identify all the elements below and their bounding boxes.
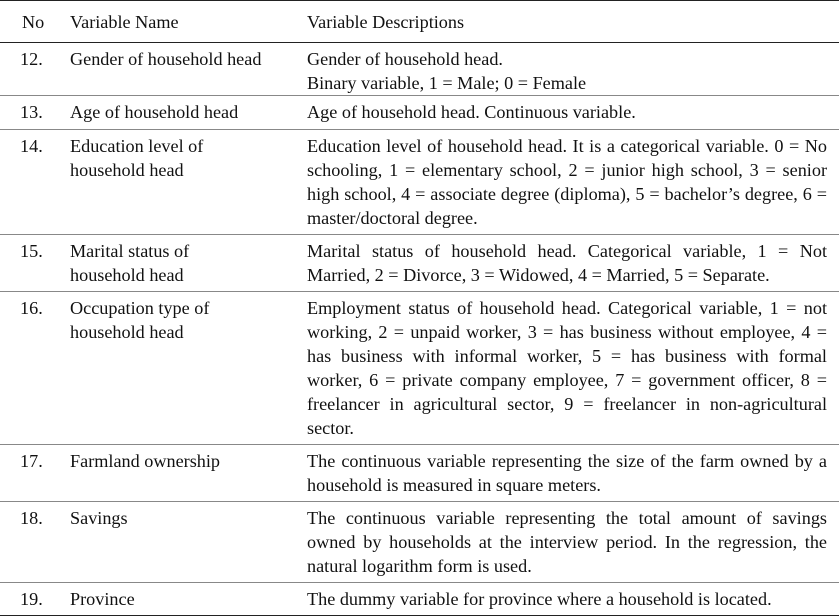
variable-description [299, 445, 839, 502]
table-row [0, 583, 839, 616]
variable-name-line: Farmland ownership [70, 451, 221, 471]
row-number: 17. [0, 445, 62, 502]
variable-name [62, 235, 299, 292]
variable-name [62, 292, 299, 445]
variable-description-line: Education level of household head. It is a categorical variable. 0 = No schooling, 1 = elementary school, 2 = junior high school, 3 = senior high school, 4 = associate degree (diploma), 5 = bachelor’s degree, 6 = master/doctoral degree. [307, 136, 827, 228]
header-variable-descriptions: Variable Descriptions [299, 1, 839, 43]
row-number: 18. [0, 502, 62, 583]
variable-description-line: Gender of household head. [307, 49, 503, 69]
variable-name [62, 445, 299, 502]
variable-description-line: Marital status of household head. Categorical variable, 1 = Not Married, 2 = Divorce, 3 = Widowed, 4 = Married, 5 = Separate. [307, 241, 827, 285]
variable-description-line: The continuous variable representing the size of the farm owned by a household is measured in square meters. [307, 451, 827, 495]
variable-name-line: Gender of household head [70, 49, 262, 69]
table-row [0, 96, 839, 130]
variable-name-line: Age of household head [70, 102, 239, 122]
variable-description-line: The continuous variable representing the total amount of savings owned by households at the interview period. In the regression, the natural logarithm form is used. [307, 508, 827, 576]
table-row [0, 292, 839, 445]
variable-name [62, 130, 299, 235]
row-number: 15. [0, 235, 62, 292]
variable-description [299, 292, 839, 445]
variable-description [299, 235, 839, 292]
variable-name-line: Education level of [70, 136, 204, 156]
variable-name [62, 96, 299, 130]
variable-description [299, 96, 839, 130]
table-header [0, 1, 839, 43]
variable-name [62, 502, 299, 583]
variable-name-line: Occupation type of [70, 298, 210, 318]
row-number: 14. [0, 130, 62, 235]
variable-name [62, 583, 299, 616]
variable-name-line: household head [70, 322, 184, 342]
table-row [0, 235, 839, 292]
variable-description [299, 502, 839, 583]
table-row [0, 130, 839, 235]
variable-description-line: Binary variable, 1 = Male; 0 = Female [307, 73, 587, 93]
variable-description [299, 583, 839, 616]
header-row [0, 1, 839, 43]
variable-description [299, 43, 839, 96]
row-number: 12. [0, 43, 62, 96]
table-body [0, 43, 839, 616]
variable-name-line: household head [70, 160, 184, 180]
table-row [0, 502, 839, 583]
header-variable-name: Variable Name [62, 1, 299, 43]
variable-name-line: Marital status of [70, 241, 190, 261]
row-number: 16. [0, 292, 62, 445]
table-row [0, 445, 839, 502]
table-row [0, 43, 839, 96]
variable-name [62, 43, 299, 96]
row-number: 13. [0, 96, 62, 130]
variable-name-line: Province [70, 589, 135, 609]
variable-description [299, 130, 839, 235]
header-no: No [0, 1, 62, 43]
variable-name-line: household head [70, 265, 184, 285]
variable-description-line: Age of household head. Continuous variable. [307, 102, 636, 122]
variable-name-line: Savings [70, 508, 128, 528]
row-number: 19. [0, 583, 62, 616]
variable-description-line: Employment status of household head. Categorical variable, 1 = not working, 2 = unpaid worker, 3 = has business without employee, 4 = has business with informal worker, 5 = has business with formal worker, 6 = private company employee, 7 = government officer, 8 = freelancer in agricultural sector, 9 = freelancer in non-agricultural sector. [307, 298, 827, 438]
variable-description-line: The dummy variable for province where a household is located. [307, 589, 772, 609]
